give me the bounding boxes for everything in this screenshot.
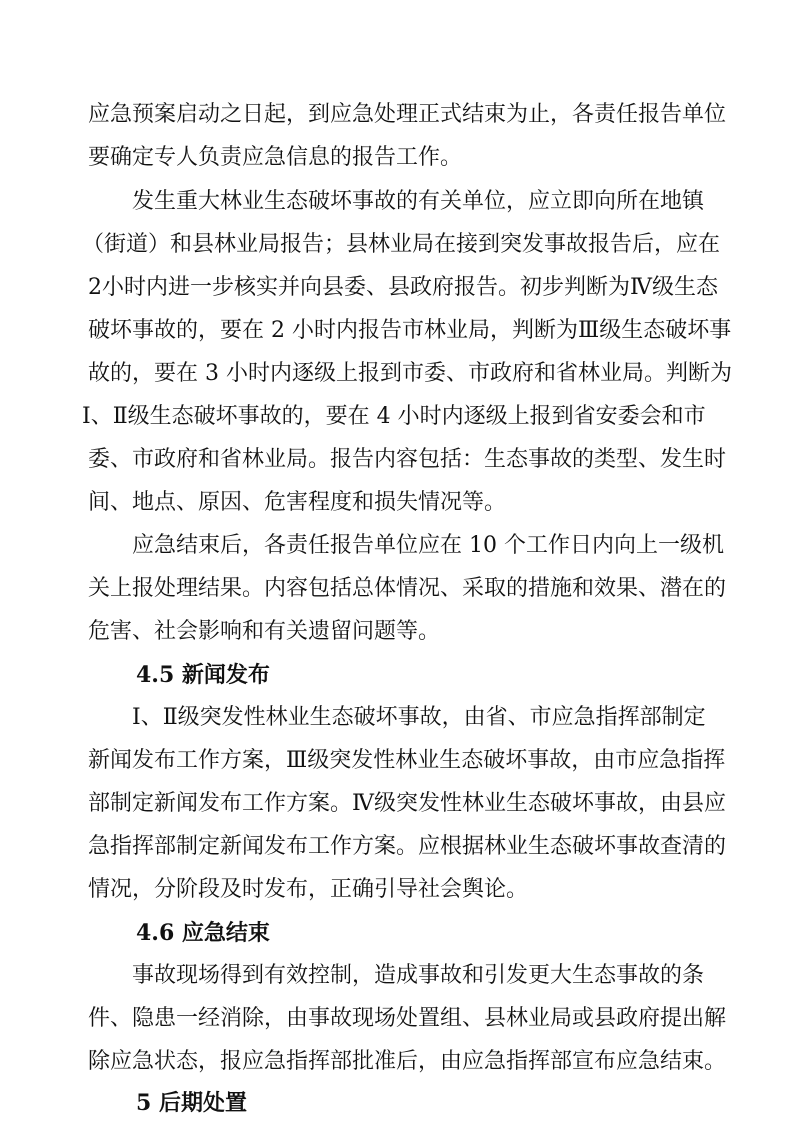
text-line: 危害、社会影响和有关遗留问题等。 <box>88 619 441 644</box>
text-line: 部制定新闻发布工作方案。Ⅳ级突发性林业生态破坏事故，由县应 <box>88 791 726 816</box>
text-line: 应急预案启动之日起，到应急处理正式结束为止，各责任报告单位 <box>88 102 727 127</box>
text-line: 故的，要在 3 小时内逐级上报到市委、市政府和省林业局。判断为 <box>88 361 732 386</box>
text-line: Ⅰ、Ⅱ级突发性林业生态破坏事故，由省、市应急指挥部制定 <box>132 705 706 730</box>
text-line: 应急结束后，各责任报告单位应在 10 个工作日内向上一级机 <box>132 533 724 558</box>
text-line: 发生重大林业生态破坏事故的有关单位，应立即向所在地镇 <box>132 189 705 214</box>
text-line: 情况，分阶段及时发布，正确引导社会舆论。 <box>88 877 529 902</box>
text-line: 件、隐患一经消除，由事故现场处置组、县林业局或县政府提出解 <box>88 1006 727 1031</box>
text-line: 除应急状态，报应急指挥部批准后，由应急指挥部宣布应急结束。 <box>88 1049 727 1074</box>
text-line: 2小时内进一步核实并向县委、县政府报告。初步判断为Ⅳ级生态 <box>88 275 718 300</box>
section-heading: 5 后期处置 <box>136 1090 247 1116</box>
text-line: 急指挥部制定新闻发布工作方案。应根据林业生态破坏事故查清的 <box>88 834 727 859</box>
section-heading: 4.6 应急结束 <box>136 920 270 946</box>
text-line: 关上报处理结果。内容包括总体情况、采取的措施和效果、潜在的 <box>88 576 727 601</box>
section-heading: 4.5 新闻发布 <box>136 662 270 688</box>
text-line: 要确定专人负责应急信息的报告工作。 <box>88 145 463 170</box>
text-line: Ⅰ、Ⅱ级生态破坏事故的，要在 4 小时内逐级上报到省安委会和市 <box>82 404 706 429</box>
text-line: 间、地点、原因、危害程度和损失情况等。 <box>88 490 507 515</box>
text-line: 破坏事故的，要在 2 小时内报告市林业局，判断为Ⅲ级生态破坏事 <box>88 318 732 343</box>
text-line: 委、市政府和省林业局。报告内容包括：生态事故的类型、发生时 <box>88 447 727 472</box>
text-line: （街道）和县林业局报告；县林业局在接到突发事故报告后，应在 <box>82 232 721 257</box>
text-line: 新闻发布工作方案，Ⅲ级突发性林业生态破坏事故，由市应急指挥 <box>88 748 726 773</box>
text-line: 事故现场得到有效控制，造成事故和引发更大生态事故的条 <box>132 963 705 988</box>
